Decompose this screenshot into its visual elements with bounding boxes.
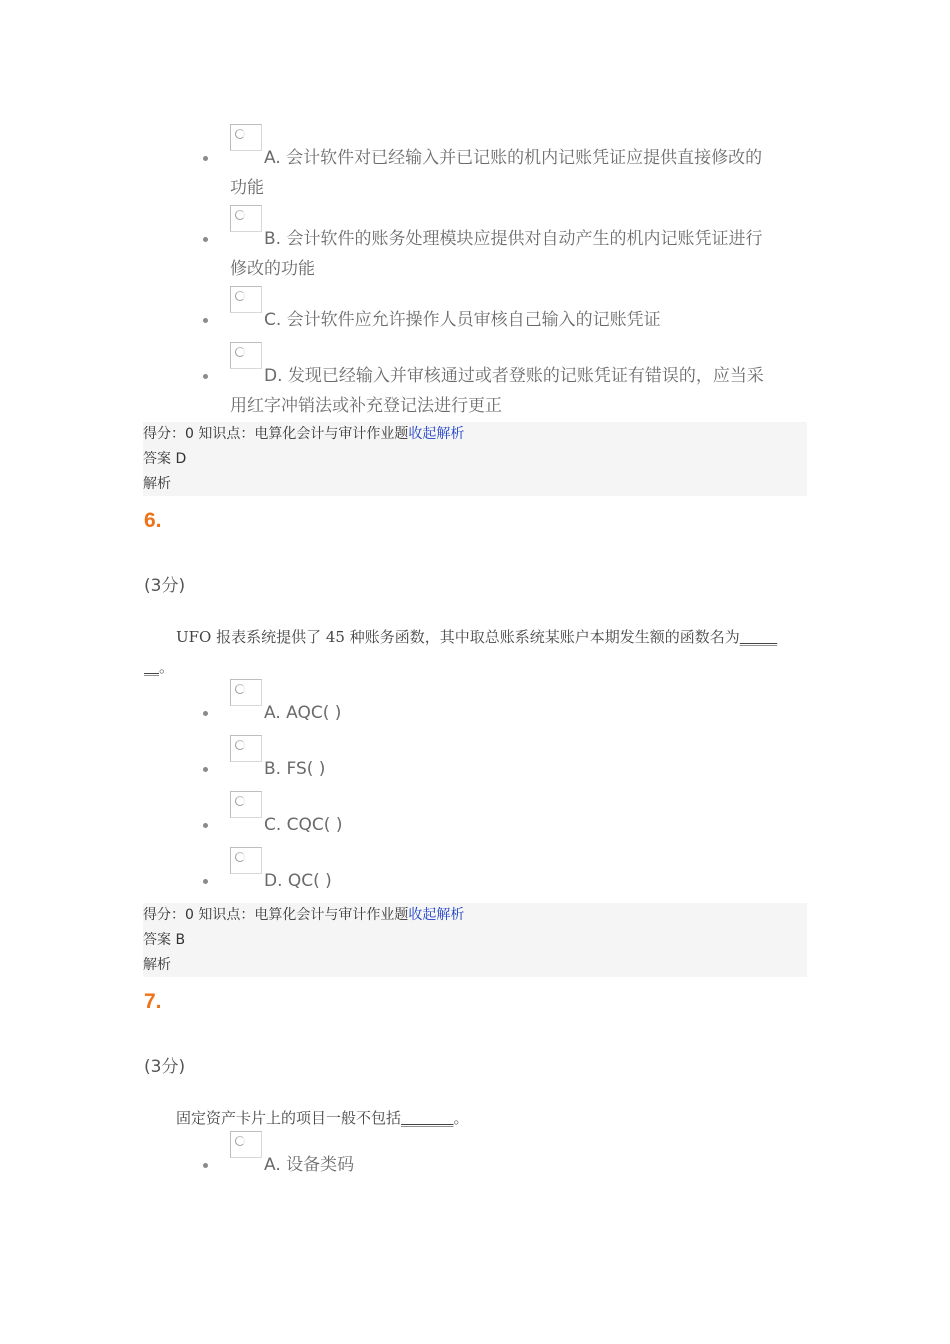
answer-text: 答案 D — [143, 451, 187, 467]
option-label-cont: 用红字冲销法或补充登记法进行更正 — [230, 396, 502, 416]
bullet-icon — [203, 823, 208, 828]
stem-end: 。 — [453, 1109, 469, 1127]
stem-blank: _____ — [739, 628, 778, 646]
bullet-icon — [203, 879, 208, 884]
knowledge-label: 知识点： — [198, 426, 255, 442]
option-label: B. FS( ) — [264, 759, 326, 779]
collapse-analysis-link[interactable]: 收起解析 — [408, 907, 465, 923]
score-label: 得分：0 — [143, 907, 194, 923]
option-label-cont: 功能 — [230, 178, 264, 198]
bullet-icon — [203, 237, 208, 242]
question-number: 6. — [144, 509, 162, 532]
option-label: C. CQC( ) — [264, 815, 343, 835]
option-label: A. 会计软件对已经输入并已记账的机内记账凭证应提供直接修改的 — [264, 148, 763, 168]
question-points: (3分) — [144, 1057, 186, 1077]
bullet-icon — [203, 767, 208, 772]
stem-text: UFO 报表系统提供了 45 种账务函数，其中取总账系统某账户本期发生额的函数名为 — [176, 628, 740, 646]
option-label: D. 发现已经输入并审核通过或者登账的记账凭证有错误的，应当采 — [264, 366, 764, 386]
q5-result-panel — [143, 422, 807, 496]
knowledge-value: 电算化会计与审计作业题 — [254, 907, 409, 923]
stem-blank: _______ — [401, 1109, 454, 1127]
score-label: 得分：0 — [143, 426, 194, 442]
knowledge-value: 电算化会计与审计作业题 — [254, 426, 409, 442]
option-label: C. 会计软件应允许操作人员审核自己输入的记账凭证 — [264, 310, 661, 330]
knowledge-label: 知识点： — [198, 907, 255, 923]
option-label-cont: 修改的功能 — [230, 259, 315, 279]
stem-text: 固定资产卡片上的项目一般不包括 — [176, 1109, 402, 1127]
bullet-icon — [203, 156, 208, 161]
analysis-label: 解析 — [143, 957, 171, 973]
stem-blank: __ — [144, 658, 159, 676]
question-points: (3分) — [144, 576, 186, 596]
question-number: 7. — [144, 990, 162, 1013]
bullet-icon — [203, 374, 208, 379]
bullet-icon — [203, 318, 208, 323]
analysis-label: 解析 — [143, 476, 171, 492]
question-stem — [176, 1107, 469, 1128]
option-label: D. QC( ) — [264, 871, 332, 891]
option-label: A. AQC( ) — [264, 703, 342, 723]
answer-text: 答案 B — [143, 932, 186, 948]
collapse-analysis-link[interactable]: 收起解析 — [408, 426, 465, 442]
bullet-icon — [203, 1163, 208, 1168]
option-label: B. 会计软件的账务处理模块应提供对自动产生的机内记账凭证进行 — [264, 229, 763, 249]
q6-result-panel — [143, 903, 807, 977]
option-label: A. 设备类码 — [264, 1155, 355, 1175]
stem-end: 。 — [159, 658, 175, 676]
bullet-icon — [203, 711, 208, 716]
